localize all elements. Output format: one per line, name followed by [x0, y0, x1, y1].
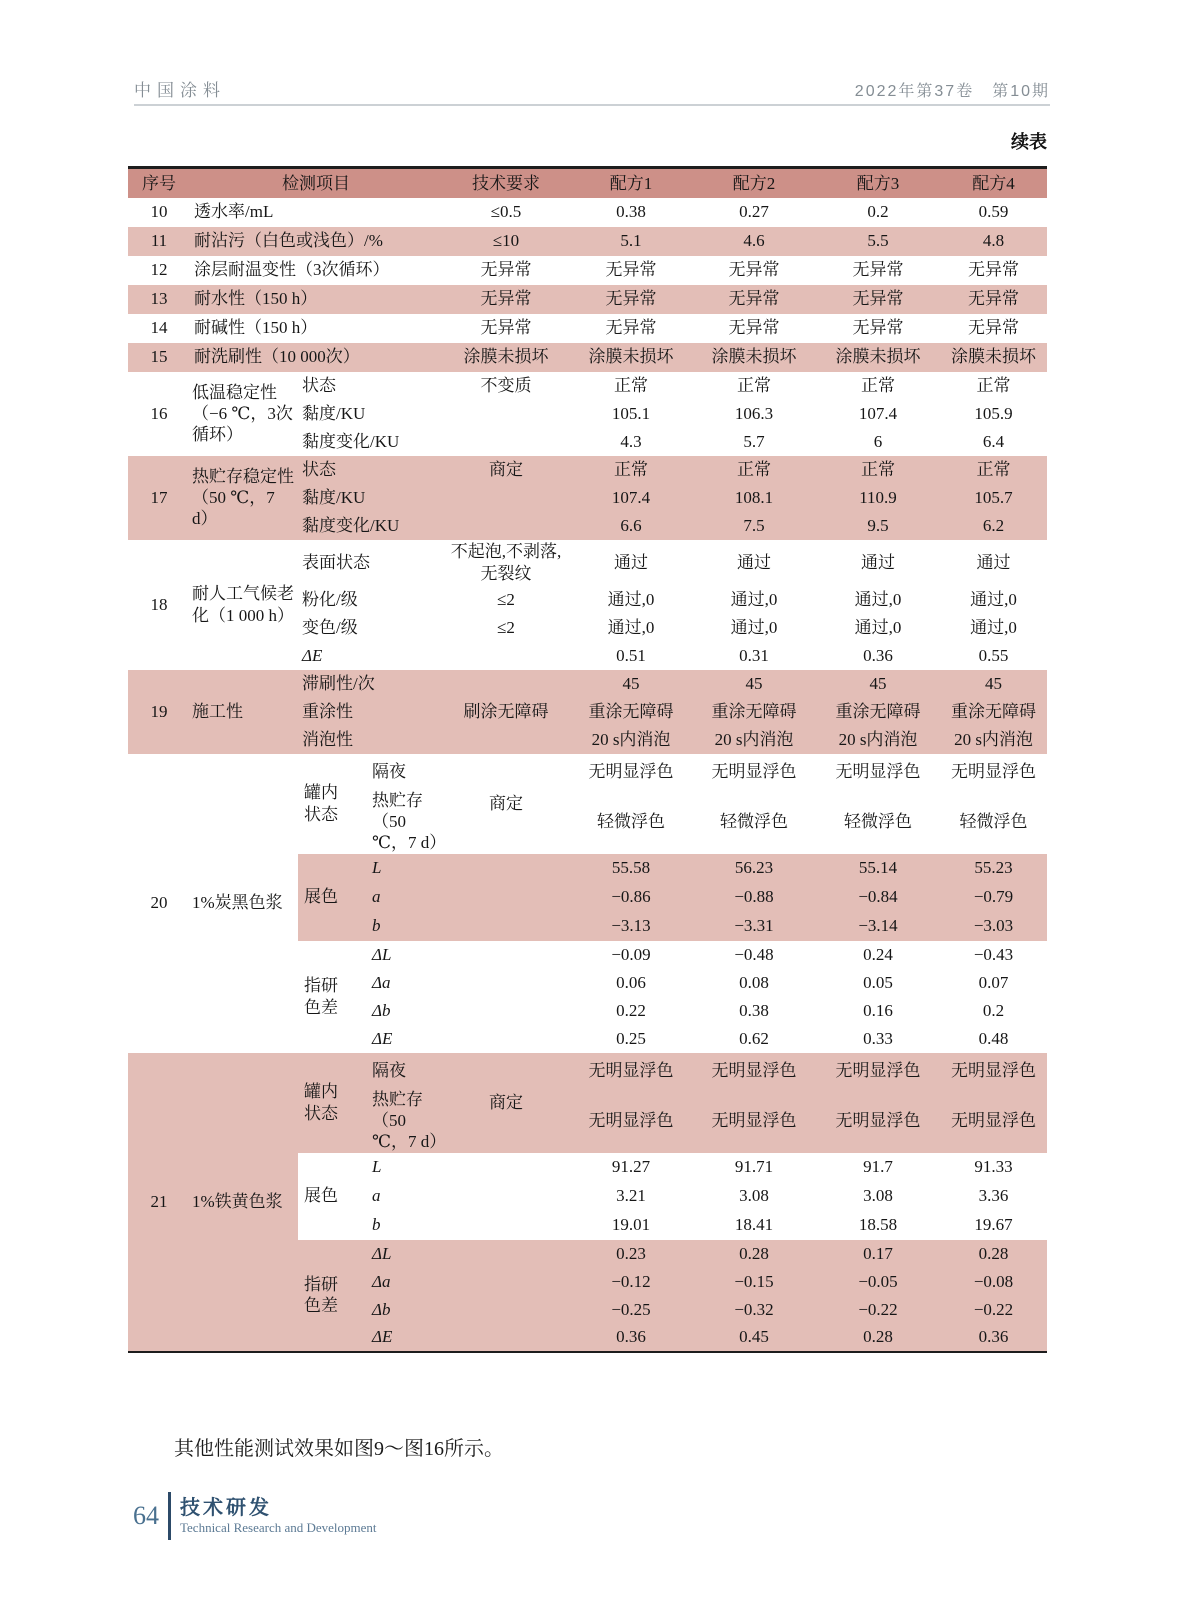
- header-cell-f4: 配方4: [940, 168, 1047, 198]
- sublabel-cell: Δb: [372, 1000, 391, 1020]
- seq-cell: 19: [128, 670, 190, 754]
- value-cell: 0.25: [616, 1028, 646, 1048]
- value-cell: 无明显浮色: [816, 1053, 940, 1089]
- value-cell: 45: [816, 670, 940, 698]
- table-row: [128, 227, 1047, 256]
- value-cell: 3.21: [616, 1186, 646, 1206]
- value-cell: −0.12: [570, 1268, 692, 1296]
- req-cell: 商定: [442, 456, 570, 484]
- value-cell: 105.1: [611, 403, 651, 423]
- value-cell: −0.08: [940, 1268, 1047, 1296]
- value-cell: 0.24: [863, 944, 893, 964]
- sublabel-cell: ΔE: [368, 1324, 442, 1352]
- sublabel-cell: 黏度变化/KU: [298, 512, 442, 540]
- value-cell: 通过: [614, 552, 648, 572]
- req-cell: ≤2: [497, 617, 515, 637]
- value-cell: 20 s内消泡: [692, 726, 816, 754]
- table-row: [128, 314, 1047, 343]
- req-cell: [442, 1025, 570, 1053]
- value-cell: 0.38: [739, 1000, 769, 1020]
- value-cell: 6.4: [982, 431, 1005, 451]
- req-cell: [442, 642, 570, 670]
- value-cell: −3.03: [940, 912, 1047, 941]
- value-cell: 通过,0: [730, 617, 778, 637]
- header-cell-item: 检测项目: [190, 168, 442, 198]
- sublabel-cell: 重涂性: [298, 698, 442, 726]
- req-cell: 无异常: [480, 260, 532, 280]
- value-cell: 0.22: [616, 1000, 646, 1020]
- value-cell: 19.67: [974, 1215, 1013, 1235]
- value-cell: 正常: [976, 375, 1011, 395]
- value-cell: 无异常: [940, 285, 1047, 314]
- table-row: [128, 372, 1047, 400]
- value-cell: 45: [692, 670, 816, 698]
- value-cell: 轻微浮色: [720, 811, 788, 831]
- sublabel-cell: 隔夜: [368, 1053, 442, 1089]
- value-cell: 无异常: [728, 318, 780, 338]
- item-cell: 耐人工气候老化（1 000 h）: [192, 584, 294, 625]
- value-cell: 55.23: [940, 854, 1047, 883]
- sublabel-cell: a: [372, 1186, 381, 1206]
- value-cell: 4.3: [620, 431, 642, 451]
- req-cell: [442, 912, 570, 941]
- body-text: 其他性能测试效果如图9～图16所示。: [174, 1438, 504, 1460]
- sublabel-cell: 表面状态: [302, 552, 370, 572]
- seq-cell: 14: [150, 318, 168, 338]
- header-cell-seq: 序号: [128, 168, 190, 198]
- sublabel-cell: L: [368, 854, 442, 883]
- item-cell: 涂层耐温变性（3次循环）: [194, 260, 390, 280]
- value-cell: 无异常: [968, 318, 1019, 338]
- value-cell: 无明显浮色: [940, 1053, 1047, 1089]
- value-cell: 91.7: [863, 1157, 893, 1177]
- value-cell: 3.08: [863, 1186, 893, 1206]
- value-cell: 重涂无障碍: [940, 698, 1047, 726]
- value-cell: 110.9: [816, 484, 940, 512]
- req-cell: [442, 428, 570, 456]
- group-cell: 指研色差: [298, 1240, 368, 1352]
- value-cell: 18.58: [858, 1215, 898, 1235]
- value-cell: 0.38: [616, 202, 646, 222]
- value-cell: 0.48: [978, 1028, 1009, 1048]
- value-cell: −0.43: [973, 944, 1014, 964]
- value-cell: −0.05: [816, 1268, 940, 1296]
- sublabel-cell: 滞刷性/次: [298, 670, 442, 698]
- results-table: [128, 166, 1047, 1353]
- req-cell: [442, 854, 570, 883]
- seq-cell: 12: [150, 260, 168, 280]
- value-cell: −3.31: [692, 912, 816, 941]
- sublabel-cell: 变色/级: [302, 617, 358, 637]
- value-cell: 通过,0: [854, 589, 902, 609]
- value-cell: 无异常: [570, 285, 692, 314]
- value-cell: 无明显浮色: [692, 1053, 816, 1089]
- value-cell: −0.86: [570, 883, 692, 912]
- value-cell: 涂膜未损坏: [570, 343, 692, 372]
- req-cell: ≤2: [497, 589, 515, 609]
- value-cell: 3.08: [739, 1186, 769, 1206]
- continued-table-label: 续表: [1011, 132, 1047, 152]
- value-cell: 无异常: [605, 260, 657, 280]
- req-cell: ≤0.5: [490, 202, 522, 222]
- value-cell: 0.36: [940, 1324, 1047, 1352]
- value-cell: 无明显浮色: [570, 1089, 692, 1153]
- value-cell: 无明显浮色: [570, 1053, 692, 1089]
- value-cell: 0.31: [739, 645, 769, 665]
- value-cell: 105.9: [974, 403, 1013, 423]
- value-cell: 91.33: [974, 1157, 1013, 1177]
- value-cell: 重涂无障碍: [570, 698, 692, 726]
- value-cell: 0.51: [616, 645, 646, 665]
- sublabel-cell: 消泡性: [298, 726, 442, 754]
- value-cell: 0.05: [863, 972, 893, 992]
- value-cell: 20 s内消泡: [940, 726, 1047, 754]
- value-cell: 0.07: [978, 972, 1009, 992]
- value-cell: 0.28: [692, 1240, 816, 1268]
- value-cell: 无异常: [852, 318, 904, 338]
- req-cell: 刷涂无障碍: [442, 698, 570, 726]
- sublabel-cell: 黏度变化/KU: [302, 431, 400, 451]
- value-cell: −3.13: [570, 912, 692, 941]
- table-row: [128, 670, 1047, 698]
- value-cell: 通过,0: [970, 589, 1017, 609]
- value-cell: 0.08: [739, 972, 769, 992]
- table-header-row: [128, 168, 1047, 198]
- sublabel-cell: ΔL: [372, 944, 392, 964]
- req-cell: 无异常: [442, 285, 570, 314]
- table-row: [128, 456, 1047, 484]
- value-cell: −3.14: [816, 912, 940, 941]
- value-cell: −0.48: [734, 944, 774, 964]
- seq-cell: 18: [150, 594, 168, 614]
- value-cell: 无异常: [605, 318, 657, 338]
- req-cell: 不变质: [480, 375, 532, 395]
- group-cell: 罐内状态: [298, 1053, 368, 1153]
- value-cell: −0.22: [940, 1296, 1047, 1324]
- req-cell: [442, 726, 570, 754]
- value-cell: 无异常: [692, 285, 816, 314]
- seq-cell: 20: [150, 893, 168, 913]
- seq-cell: 11: [128, 227, 190, 256]
- item-cell: 热贮存稳定性（50 ℃，7 d）: [190, 456, 298, 540]
- value-cell: 无明显浮色: [951, 761, 1036, 781]
- item-cell: 1%炭黑色浆: [192, 893, 283, 913]
- value-cell: 通过,0: [607, 589, 655, 609]
- header-cell-f3: 配方3: [816, 168, 940, 198]
- value-cell: 通过: [976, 552, 1011, 572]
- header-cell-f2: 配方2: [692, 168, 816, 198]
- item-cell: 耐洗刷性（10 000次）: [190, 343, 442, 372]
- req-cell: [442, 512, 570, 540]
- value-cell: 20 s内消泡: [570, 726, 692, 754]
- req-cell: [442, 997, 570, 1025]
- sublabel-cell: Δb: [368, 1296, 442, 1324]
- group-cell: 展色: [304, 1186, 338, 1206]
- value-cell: 无明显浮色: [711, 761, 797, 781]
- sublabel-cell: 粉化/级: [302, 589, 358, 609]
- value-cell: 轻微浮色: [597, 811, 665, 831]
- value-cell: 无明显浮色: [588, 761, 674, 781]
- value-cell: 0.2: [867, 202, 889, 222]
- item-cell: 1%铁黄色浆: [190, 1053, 298, 1352]
- seq-cell: 10: [150, 202, 168, 222]
- value-cell: 正常: [861, 375, 895, 395]
- value-cell: 正常: [692, 456, 816, 484]
- value-cell: 55.14: [816, 854, 940, 883]
- value-cell: −0.25: [570, 1296, 692, 1324]
- value-cell: 无异常: [968, 260, 1019, 280]
- value-cell: 0.28: [816, 1324, 940, 1352]
- footer-divider: [168, 1492, 171, 1540]
- table-row: [128, 198, 1047, 227]
- value-cell: 6.2: [940, 512, 1047, 540]
- value-cell: 涂膜未损坏: [816, 343, 940, 372]
- sublabel-cell: 隔夜: [372, 761, 406, 781]
- seq-cell: 15: [128, 343, 190, 372]
- value-cell: 通过: [861, 552, 895, 572]
- value-cell: 无明显浮色: [835, 761, 921, 781]
- sublabel-cell: Δa: [368, 1268, 442, 1296]
- group-cell: 罐内状态: [304, 783, 338, 824]
- item-cell: 低温稳定性（−6 ℃，3次循环）: [192, 382, 293, 445]
- value-cell: 4.6: [692, 227, 816, 256]
- req-cell: [442, 941, 570, 969]
- req-cell: [442, 484, 570, 512]
- value-cell: 0.45: [692, 1324, 816, 1352]
- value-cell: 0.59: [978, 202, 1009, 222]
- value-cell: −0.84: [816, 883, 940, 912]
- value-cell: 0.23: [570, 1240, 692, 1268]
- req-cell: [442, 883, 570, 912]
- value-cell: 91.71: [734, 1157, 774, 1177]
- page-number: 64: [133, 1501, 159, 1530]
- req-cell: [442, 1268, 570, 1296]
- value-cell: 正常: [614, 375, 648, 395]
- seq-cell: 16: [150, 403, 168, 423]
- value-cell: 无异常: [852, 260, 904, 280]
- table-row: [128, 1053, 1047, 1089]
- table-row: [128, 343, 1047, 372]
- value-cell: 0.62: [739, 1028, 769, 1048]
- value-cell: 涂膜未损坏: [940, 343, 1047, 372]
- req-cell: [442, 670, 570, 698]
- seq-cell: 13: [128, 285, 190, 314]
- value-cell: 正常: [737, 375, 771, 395]
- value-cell: 19.01: [611, 1215, 651, 1235]
- value-cell: 涂膜未损坏: [692, 343, 816, 372]
- table-row: [128, 754, 1047, 790]
- value-cell: 45: [940, 670, 1047, 698]
- table-row: [128, 285, 1047, 314]
- value-cell: 重涂无障碍: [692, 698, 816, 726]
- seq-cell: 21: [128, 1053, 190, 1352]
- value-cell: −0.15: [692, 1268, 816, 1296]
- req-cell: 无异常: [480, 318, 532, 338]
- sublabel-cell: ΔE: [372, 1028, 393, 1048]
- req-cell: [442, 969, 570, 997]
- value-cell: 无异常: [816, 285, 940, 314]
- req-cell: 涂膜未损坏: [442, 343, 570, 372]
- value-cell: −0.88: [692, 883, 816, 912]
- req-cell: [442, 1182, 570, 1211]
- value-cell: 通过: [737, 552, 771, 572]
- req-cell: ≤10: [442, 227, 570, 256]
- page-footer: [133, 1492, 377, 1540]
- value-cell: 4.8: [940, 227, 1047, 256]
- sublabel-cell: ΔE: [302, 645, 323, 665]
- req-cell: [442, 400, 570, 428]
- header-cell-f1: 配方1: [570, 168, 692, 198]
- header-cell-req: 技术要求: [442, 168, 570, 198]
- value-cell: 无明显浮色: [940, 1089, 1047, 1153]
- value-cell: −0.22: [816, 1296, 940, 1324]
- value-cell: −0.09: [611, 944, 651, 964]
- section-title-en: Technical Research and Development: [180, 1519, 377, 1535]
- value-cell: 通过,0: [854, 617, 902, 637]
- value-cell: 20 s内消泡: [816, 726, 940, 754]
- value-cell: 18.41: [734, 1215, 774, 1235]
- value-cell: 正常: [570, 456, 692, 484]
- sublabel-cell: a: [368, 883, 442, 912]
- sublabel-cell: 黏度/KU: [298, 484, 442, 512]
- value-cell: 0.36: [863, 645, 893, 665]
- sublabel-cell: 状态: [302, 375, 336, 395]
- value-cell: 0.36: [570, 1324, 692, 1352]
- value-cell: 55.58: [570, 854, 692, 883]
- value-cell: 3.36: [978, 1186, 1009, 1206]
- value-cell: 0.06: [616, 972, 646, 992]
- value-cell: 0.28: [940, 1240, 1047, 1268]
- item-cell: 耐沾污（白色或浅色）/%: [190, 227, 442, 256]
- value-cell: 轻微浮色: [844, 811, 912, 831]
- value-cell: 0.16: [863, 1000, 893, 1020]
- value-cell: 7.5: [692, 512, 816, 540]
- value-cell: 6: [873, 431, 883, 451]
- group-cell: 展色: [298, 854, 368, 941]
- value-cell: 107.4: [858, 403, 898, 423]
- req-cell: [442, 1240, 570, 1268]
- req-cell: 商定: [489, 793, 523, 813]
- value-cell: 5.7: [743, 431, 765, 451]
- sublabel-cell: 黏度/KU: [302, 403, 366, 423]
- table-row: [128, 540, 1047, 586]
- value-cell: 0.2: [982, 1000, 1005, 1020]
- value-cell: 107.4: [570, 484, 692, 512]
- value-cell: 108.1: [692, 484, 816, 512]
- sublabel-cell: 热贮存（50 ℃，7 d）: [368, 1089, 442, 1153]
- value-cell: 0.27: [739, 202, 769, 222]
- header-rule: [134, 104, 1050, 106]
- value-cell: 6.6: [570, 512, 692, 540]
- seq-cell: 17: [128, 456, 190, 540]
- sublabel-cell: 热贮存（50 ℃，7 d）: [372, 790, 447, 853]
- group-cell: 指研色差: [304, 976, 338, 1017]
- value-cell: 0.17: [816, 1240, 940, 1268]
- value-cell: 5.1: [570, 227, 692, 256]
- item-cell: 施工性: [190, 670, 298, 754]
- value-cell: 无异常: [728, 260, 780, 280]
- value-cell: 正常: [816, 456, 940, 484]
- value-cell: 通过,0: [607, 617, 655, 637]
- value-cell: 105.7: [940, 484, 1047, 512]
- value-cell: 通过,0: [970, 617, 1017, 637]
- req-cell: 不起泡,不剥落,无裂纹: [450, 542, 562, 583]
- sublabel-cell: b: [368, 912, 442, 941]
- value-cell: −0.79: [940, 883, 1047, 912]
- value-cell: 56.23: [692, 854, 816, 883]
- value-cell: 0.55: [978, 645, 1009, 665]
- value-cell: 正常: [940, 456, 1047, 484]
- sublabel-cell: 状态: [298, 456, 442, 484]
- req-cell: 商定: [442, 1053, 570, 1153]
- sublabel-cell: ΔL: [368, 1240, 442, 1268]
- value-cell: 重涂无障碍: [816, 698, 940, 726]
- value-cell: 45: [570, 670, 692, 698]
- value-cell: 无明显浮色: [816, 1089, 940, 1153]
- item-cell: 耐水性（150 h）: [190, 285, 442, 314]
- req-cell: [442, 1211, 570, 1240]
- journal-name: 中国涂料: [134, 81, 226, 100]
- req-cell: [442, 1153, 570, 1182]
- value-cell: −0.32: [692, 1296, 816, 1324]
- value-cell: 无明显浮色: [692, 1089, 816, 1153]
- value-cell: 106.3: [734, 403, 774, 423]
- value-cell: 0.33: [863, 1028, 893, 1048]
- sublabel-cell: L: [372, 1157, 382, 1177]
- issue-info: 2022年第37卷 第10期: [854, 83, 1050, 100]
- sublabel-cell: b: [372, 1215, 381, 1235]
- value-cell: 5.5: [816, 227, 940, 256]
- value-cell: 轻微浮色: [959, 811, 1028, 831]
- table-row: [128, 256, 1047, 285]
- value-cell: 通过,0: [730, 589, 778, 609]
- item-cell: 耐碱性（150 h）: [194, 318, 318, 338]
- value-cell: 9.5: [816, 512, 940, 540]
- section-title-cn: 技术研发: [180, 1496, 272, 1519]
- item-cell: 透水率/mL: [194, 202, 274, 222]
- req-cell: [442, 1324, 570, 1352]
- running-head: [134, 76, 1050, 101]
- value-cell: 91.27: [611, 1157, 651, 1177]
- req-cell: [442, 1296, 570, 1324]
- sublabel-cell: Δa: [372, 972, 391, 992]
